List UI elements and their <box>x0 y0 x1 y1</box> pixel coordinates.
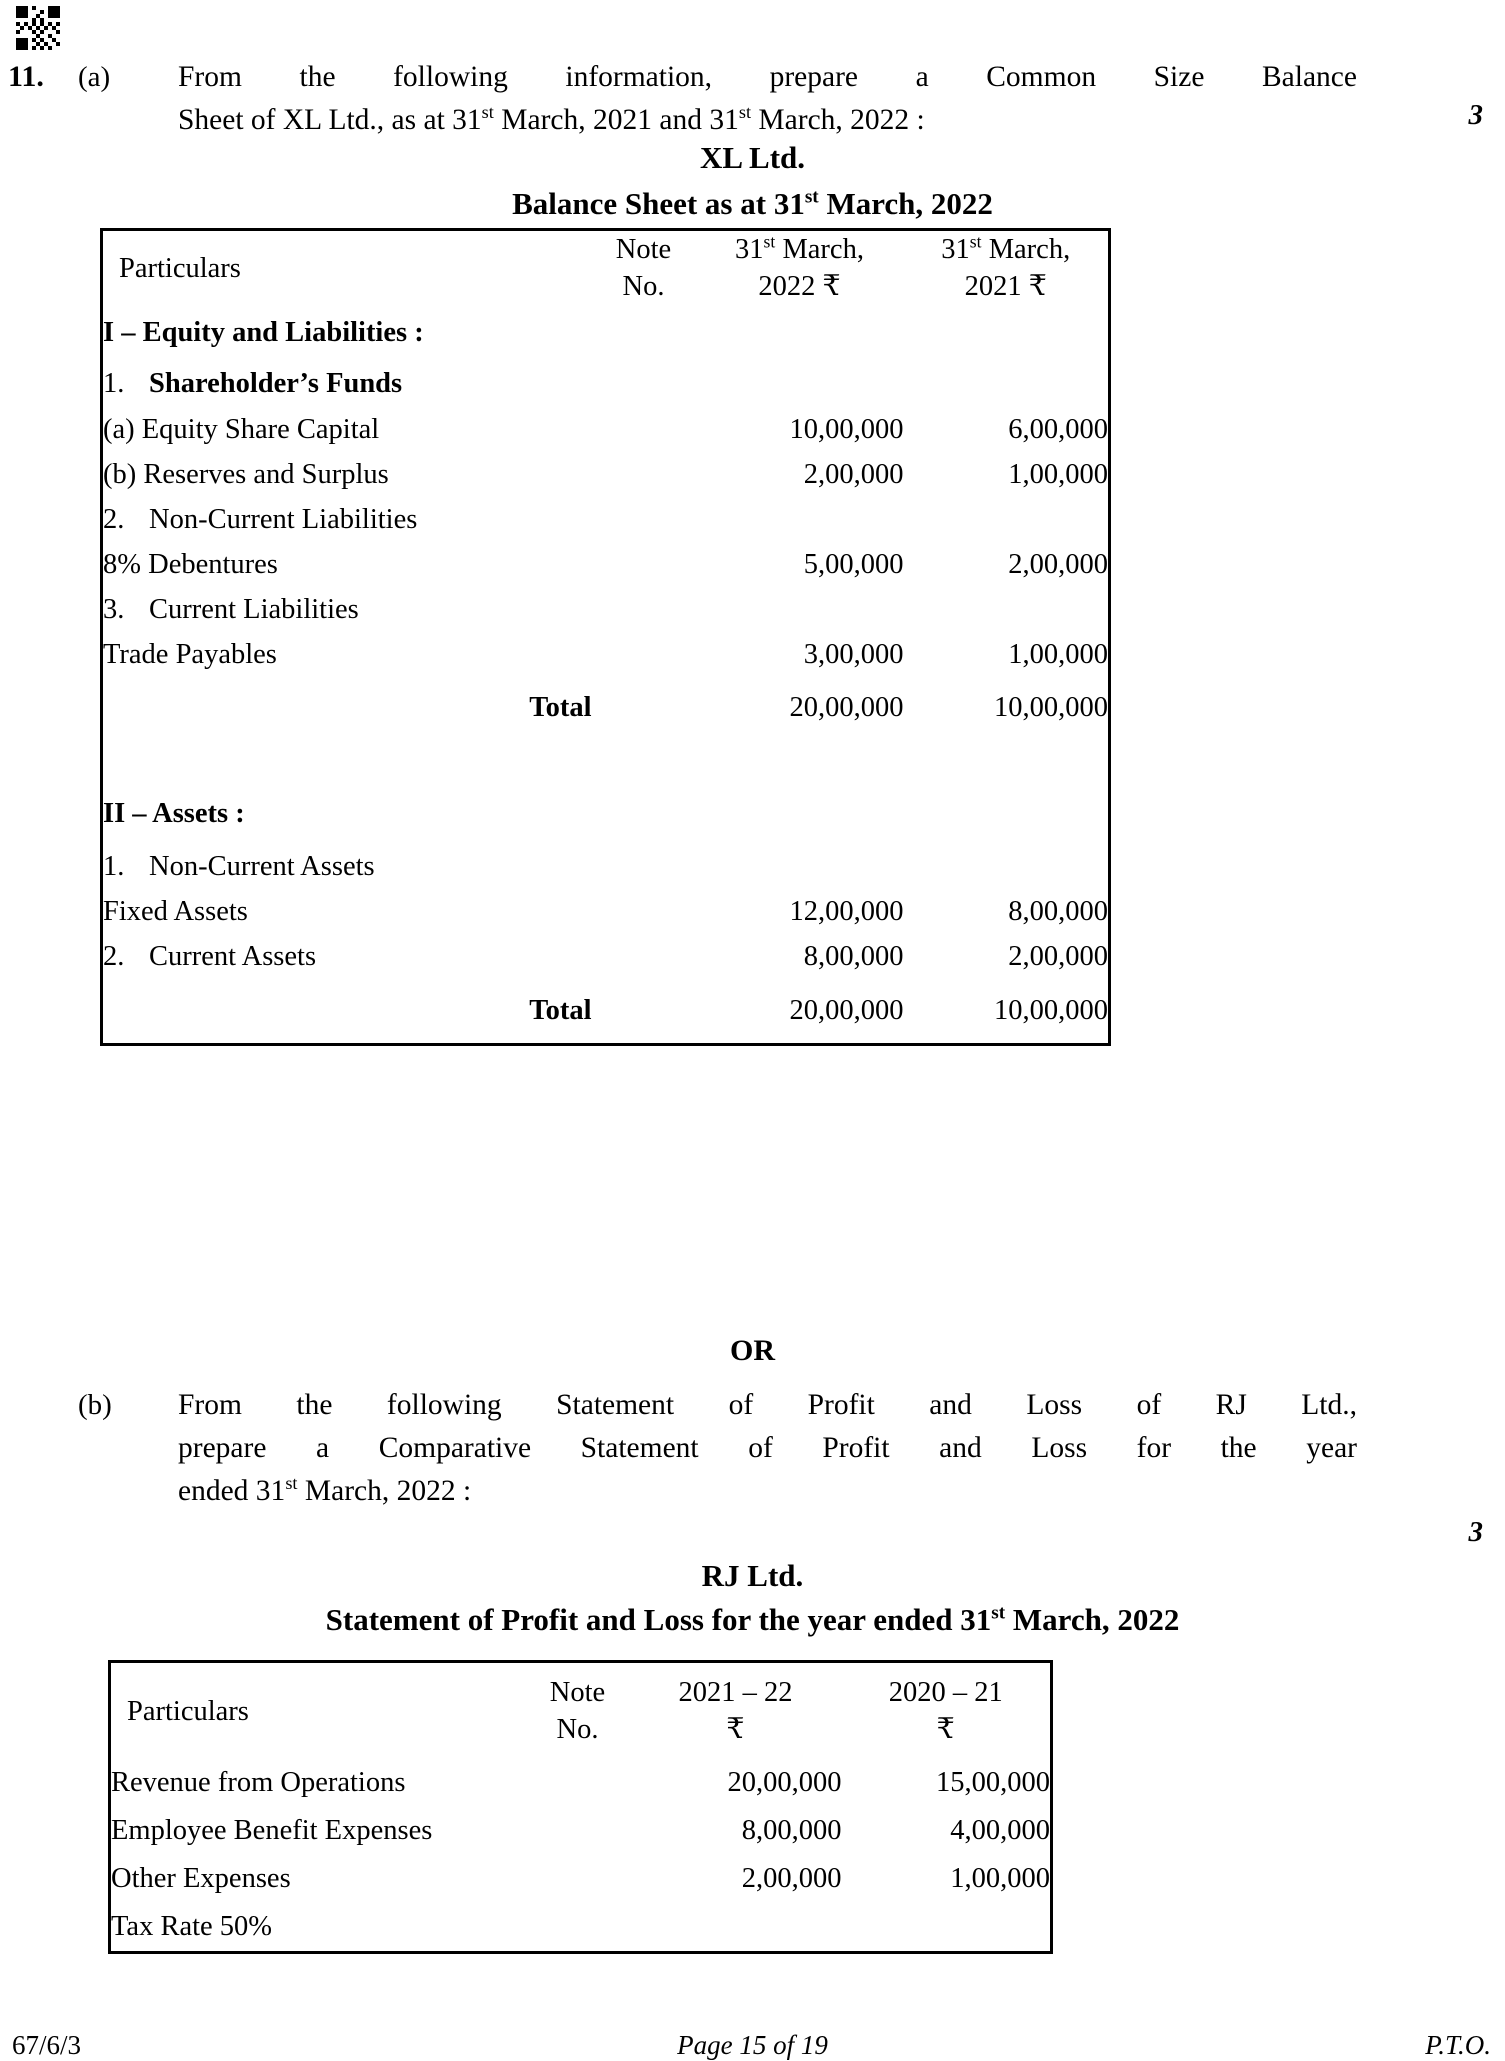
row-label: Other Expenses <box>111 1863 291 1894</box>
table-row <box>102 305 1110 361</box>
value-2022: 10,00,000 <box>789 413 904 445</box>
row-label: Fixed Assets <box>103 895 248 927</box>
row-label <box>102 361 592 407</box>
value-2021 <box>904 497 1110 542</box>
value-2022 <box>696 497 904 542</box>
table-row <box>102 452 1110 497</box>
part-a-label: (a) <box>78 61 111 93</box>
note-cell <box>592 934 696 979</box>
row-text: Shareholder’s Funds <box>149 368 403 399</box>
header-note-line2: No. <box>556 1714 599 1745</box>
section-heading-equity: I – Equity and Liabilities : <box>103 317 424 348</box>
value-2022: 12,00,000 <box>789 895 904 927</box>
section-heading-assets: II – Assets : <box>103 798 245 829</box>
spacer-cell <box>592 739 696 784</box>
paper-code: 67/6/3 <box>12 2030 82 2060</box>
value-2021-22 <box>630 1903 842 1953</box>
table-row <box>102 784 1110 844</box>
part-b-line3-post: March, 2022 : <box>297 1475 472 1507</box>
row-label: Revenue from Operations <box>111 1767 406 1798</box>
value-2020-21: 1,00,000 <box>950 1863 1050 1894</box>
value-2020-21: 15,00,000 <box>936 1767 1050 1798</box>
row-label: (b) Reserves and Surplus <box>103 458 389 490</box>
bs-title-post: March, 2022 <box>818 186 993 221</box>
value-2021: 6,00,000 <box>1008 413 1108 445</box>
balance-sheet-company-name: XL Ltd. <box>699 140 806 175</box>
turn-over-label: P.T.O. <box>1425 2030 1491 2060</box>
value-2022 <box>696 305 904 361</box>
question-11b <box>0 1384 1505 1548</box>
header-note-line2: No. <box>622 271 665 302</box>
table-row-total <box>102 979 1110 1045</box>
value-2021 <box>904 305 1110 361</box>
table-row <box>102 542 1110 587</box>
part-a-text <box>178 56 1363 142</box>
row-number: 2. <box>103 940 125 972</box>
note-cell <box>526 1807 630 1855</box>
note-cell <box>526 1855 630 1903</box>
header-note-no <box>592 230 696 306</box>
header-2022-post: March, <box>775 234 864 265</box>
value-2021 <box>904 784 1110 844</box>
spacer-cell <box>102 739 592 784</box>
table-header-row <box>110 1662 1052 1760</box>
value-2021-22: 8,00,000 <box>741 1815 842 1846</box>
note-cell <box>592 844 696 889</box>
part-a-line-1: From the following information, prepare a Common Size Balance <box>178 61 1357 93</box>
page-number: Page 15 of 19 <box>677 2030 828 2060</box>
header-particulars: Particulars <box>119 252 241 284</box>
row-text: Non-Current Assets <box>149 850 375 882</box>
table-row-total <box>102 677 1110 739</box>
double-rule-2022 <box>696 739 904 784</box>
table-row <box>102 497 1110 542</box>
row-text: Current Liabilities <box>149 593 359 625</box>
table-row <box>102 407 1110 452</box>
profit-loss-company-name: RJ Ltd. <box>701 1558 804 1593</box>
total-label: Total <box>529 995 592 1026</box>
header-2021-22-line1: 2021 – 22 <box>678 1677 793 1708</box>
note-cell <box>592 632 696 677</box>
value-2021: 1,00,000 <box>1008 638 1108 670</box>
note-cell <box>592 889 696 934</box>
row-label: 8% Debentures <box>103 548 278 580</box>
ordinal-st: st <box>969 231 982 252</box>
value-2021: 8,00,000 <box>1008 895 1108 927</box>
part-b-label: (b) <box>78 1389 112 1421</box>
question-11a <box>0 56 1505 142</box>
row-number: 1. <box>103 850 125 882</box>
row-label <box>102 934 592 979</box>
header-2021-post: March, <box>981 234 1071 265</box>
header-2022-line2: 2022 ₹ <box>758 271 841 302</box>
value-2021: 2,00,000 <box>1008 548 1108 580</box>
note-cell <box>526 1759 630 1807</box>
value-2022: 3,00,000 <box>803 638 904 670</box>
part-b-line3-pre: ended 31 <box>178 1475 286 1507</box>
note-cell <box>592 361 696 407</box>
value-2020-21: 4,00,000 <box>950 1815 1050 1846</box>
value-2021: 2,00,000 <box>1008 940 1108 972</box>
value-2021-22: 20,00,000 <box>727 1767 842 1798</box>
qr-code-icon <box>16 6 60 50</box>
header-note-line1: Note <box>615 234 672 265</box>
value-2021 <box>904 587 1110 632</box>
row-number: 3. <box>103 593 125 625</box>
header-2021-line2: 2021 ₹ <box>964 271 1047 302</box>
value-2022: 2,00,000 <box>803 458 904 490</box>
part-a-line2-pre: Sheet of XL Ltd., as at 31 <box>178 104 482 136</box>
table-row <box>110 1759 1052 1807</box>
table-row <box>110 1807 1052 1855</box>
note-cell <box>592 677 696 739</box>
row-number: 2. <box>103 503 125 535</box>
part-a-line-2 <box>178 99 1357 142</box>
table-row-separator <box>102 739 1110 784</box>
row-label: Trade Payables <box>103 638 277 670</box>
ordinal-st: st <box>481 102 494 123</box>
value-2022 <box>696 784 904 844</box>
value-2021: 1,00,000 <box>1008 458 1108 490</box>
value-2022 <box>696 587 904 632</box>
pl-title-pre: Statement of Profit and Loss for the year ended 31 <box>325 1602 992 1637</box>
note-cell <box>592 452 696 497</box>
header-year-2022 <box>696 230 904 306</box>
value-2020-21 <box>842 1903 1052 1953</box>
balance-sheet-title <box>0 186 1505 222</box>
row-label: Tax Rate 50% <box>111 1911 273 1942</box>
part-a-line2-mid: March, 2021 and 31 <box>493 104 739 136</box>
part-b-line-2: prepare a Comparative Statement of Profit and Loss for the year <box>178 1432 1357 1464</box>
total-2021: 10,00,000 <box>994 692 1108 723</box>
table-row <box>102 844 1110 889</box>
row-label <box>102 844 592 889</box>
row-label <box>102 587 592 632</box>
pl-title-post: March, 2022 <box>1005 1602 1180 1637</box>
part-b-text <box>178 1384 1363 1513</box>
part-b-marks: 3 <box>1468 1516 1483 1548</box>
table-row <box>102 587 1110 632</box>
row-label: Employee Benefit Expenses <box>111 1815 433 1846</box>
table-row <box>102 889 1110 934</box>
or-separator: OR <box>730 1334 775 1367</box>
total-2022: 20,00,000 <box>789 692 904 723</box>
ordinal-st: st <box>285 1473 298 1494</box>
total-2021: 10,00,000 <box>994 995 1108 1026</box>
value-2022: 8,00,000 <box>803 940 904 972</box>
ordinal-st: st <box>991 1602 1006 1624</box>
profit-loss-title <box>0 1602 1505 1638</box>
table-row <box>102 934 1110 979</box>
value-2021 <box>904 844 1110 889</box>
note-cell <box>526 1903 630 1953</box>
part-a-marks: 3 <box>1468 99 1483 131</box>
header-year-2020-21 <box>842 1662 1052 1760</box>
table-row <box>102 632 1110 677</box>
row-label <box>102 497 592 542</box>
header-year-2021-22 <box>630 1662 842 1760</box>
value-2021 <box>904 361 1110 407</box>
ordinal-st: st <box>738 102 752 123</box>
note-cell <box>592 587 696 632</box>
row-text: Current Assets <box>149 940 317 972</box>
header-note-no <box>526 1662 630 1760</box>
note-cell <box>592 305 696 361</box>
table-header-row <box>102 230 1110 306</box>
note-cell <box>592 784 696 844</box>
table-row <box>110 1855 1052 1903</box>
row-text: Non-Current Liabilities <box>149 503 418 535</box>
header-2022-pre: 31 <box>735 234 764 265</box>
note-cell <box>592 497 696 542</box>
header-2021-pre: 31 <box>941 234 970 265</box>
double-rule-2021 <box>904 739 1110 784</box>
table-row <box>102 361 1110 407</box>
header-2020-21-line1: 2020 – 21 <box>888 1677 1003 1708</box>
table-row <box>110 1903 1052 1953</box>
balance-sheet-table <box>100 228 1111 1046</box>
value-2022: 5,00,000 <box>803 548 904 580</box>
value-2022 <box>696 844 904 889</box>
note-cell <box>592 979 696 1045</box>
profit-loss-table <box>108 1660 1053 1954</box>
value-2022 <box>696 361 904 407</box>
total-label: Total <box>529 692 592 723</box>
header-2021-22-line2: ₹ <box>726 1714 745 1745</box>
row-label: (a) Equity Share Capital <box>103 413 380 445</box>
row-number: 1. <box>103 368 125 399</box>
note-cell <box>592 542 696 587</box>
part-a-line2-post: March, 2022 : <box>751 104 925 136</box>
header-particulars: Particulars <box>127 1695 249 1727</box>
header-note-line1: Note <box>549 1677 606 1708</box>
bs-title-pre: Balance Sheet as at 31 <box>512 186 805 221</box>
ordinal-st: st <box>804 186 819 208</box>
total-2022: 20,00,000 <box>789 995 904 1026</box>
note-cell <box>592 407 696 452</box>
ordinal-st: st <box>763 231 776 252</box>
value-2021-22: 2,00,000 <box>741 1863 842 1894</box>
question-number: 11. <box>8 60 44 93</box>
header-2020-21-line2: ₹ <box>936 1714 955 1745</box>
header-year-2021 <box>904 230 1110 306</box>
part-b-line-3 <box>178 1470 1357 1513</box>
part-b-line-1: From the following Statement of Profit and Loss of RJ Ltd., <box>178 1389 1357 1421</box>
